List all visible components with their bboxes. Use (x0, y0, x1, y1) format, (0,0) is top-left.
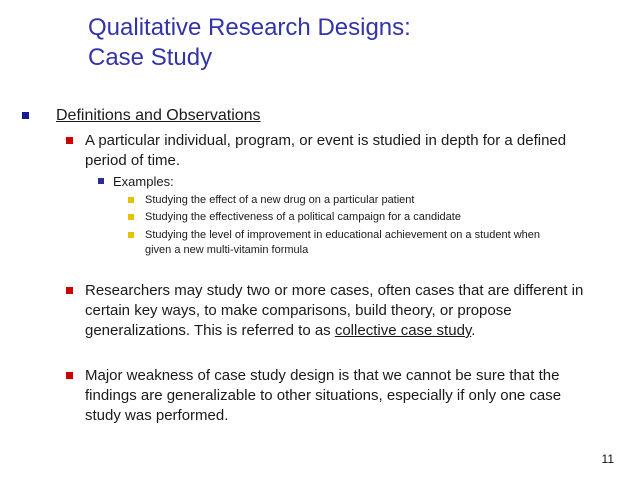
title-line-2: Case Study (88, 44, 213, 71)
collective-case-study-link: collective case study (334, 322, 472, 339)
example-item-3-line-2: given a new multi-vitamin formula (145, 244, 309, 256)
square-bullet-icon (128, 232, 134, 238)
researchers-line-1: Researchers may study two or more cases, often cases that are different in (85, 282, 584, 299)
example-item-1: Studying the effect of a new drug on a particular patient (145, 194, 415, 206)
weakness-line-2: findings are generalizable to other situations, especially if only one case (85, 387, 562, 404)
researchers-line-3-post: . (471, 322, 476, 339)
researchers-line-3-pre: generalizations. This is referred to as (85, 322, 335, 339)
square-bullet-icon (66, 287, 73, 294)
definition-line-1: A particular individual, program, or event is studied in depth for a defined (85, 132, 567, 149)
title-line-1: Qualitative Research Designs: (88, 14, 411, 41)
section-heading: Definitions and Observations (56, 107, 261, 124)
page-number: 11 (601, 452, 614, 466)
square-bullet-icon (66, 137, 73, 144)
example-item-3-line-1: Studying the level of improvement in educational achievement on a student when (145, 229, 541, 241)
square-bullet-icon (66, 372, 73, 379)
example-item-2: Studying the effectiveness of a political campaign for a candidate (145, 211, 461, 223)
square-bullet-icon (22, 112, 29, 119)
slide-title (88, 13, 411, 73)
square-bullet-icon (128, 197, 134, 203)
researchers-line-3 (85, 321, 475, 341)
definition-line-2: period of time. (85, 152, 181, 169)
examples-label: Examples: (113, 174, 174, 189)
square-bullet-icon (128, 214, 134, 220)
researchers-line-2: certain key ways, to make comparisons, build theory, or propose (85, 302, 512, 319)
square-bullet-icon (98, 178, 104, 184)
weakness-line-3: study was performed. (85, 407, 229, 424)
weakness-line-1: Major weakness of case study design is that we cannot be sure that the (85, 367, 560, 384)
